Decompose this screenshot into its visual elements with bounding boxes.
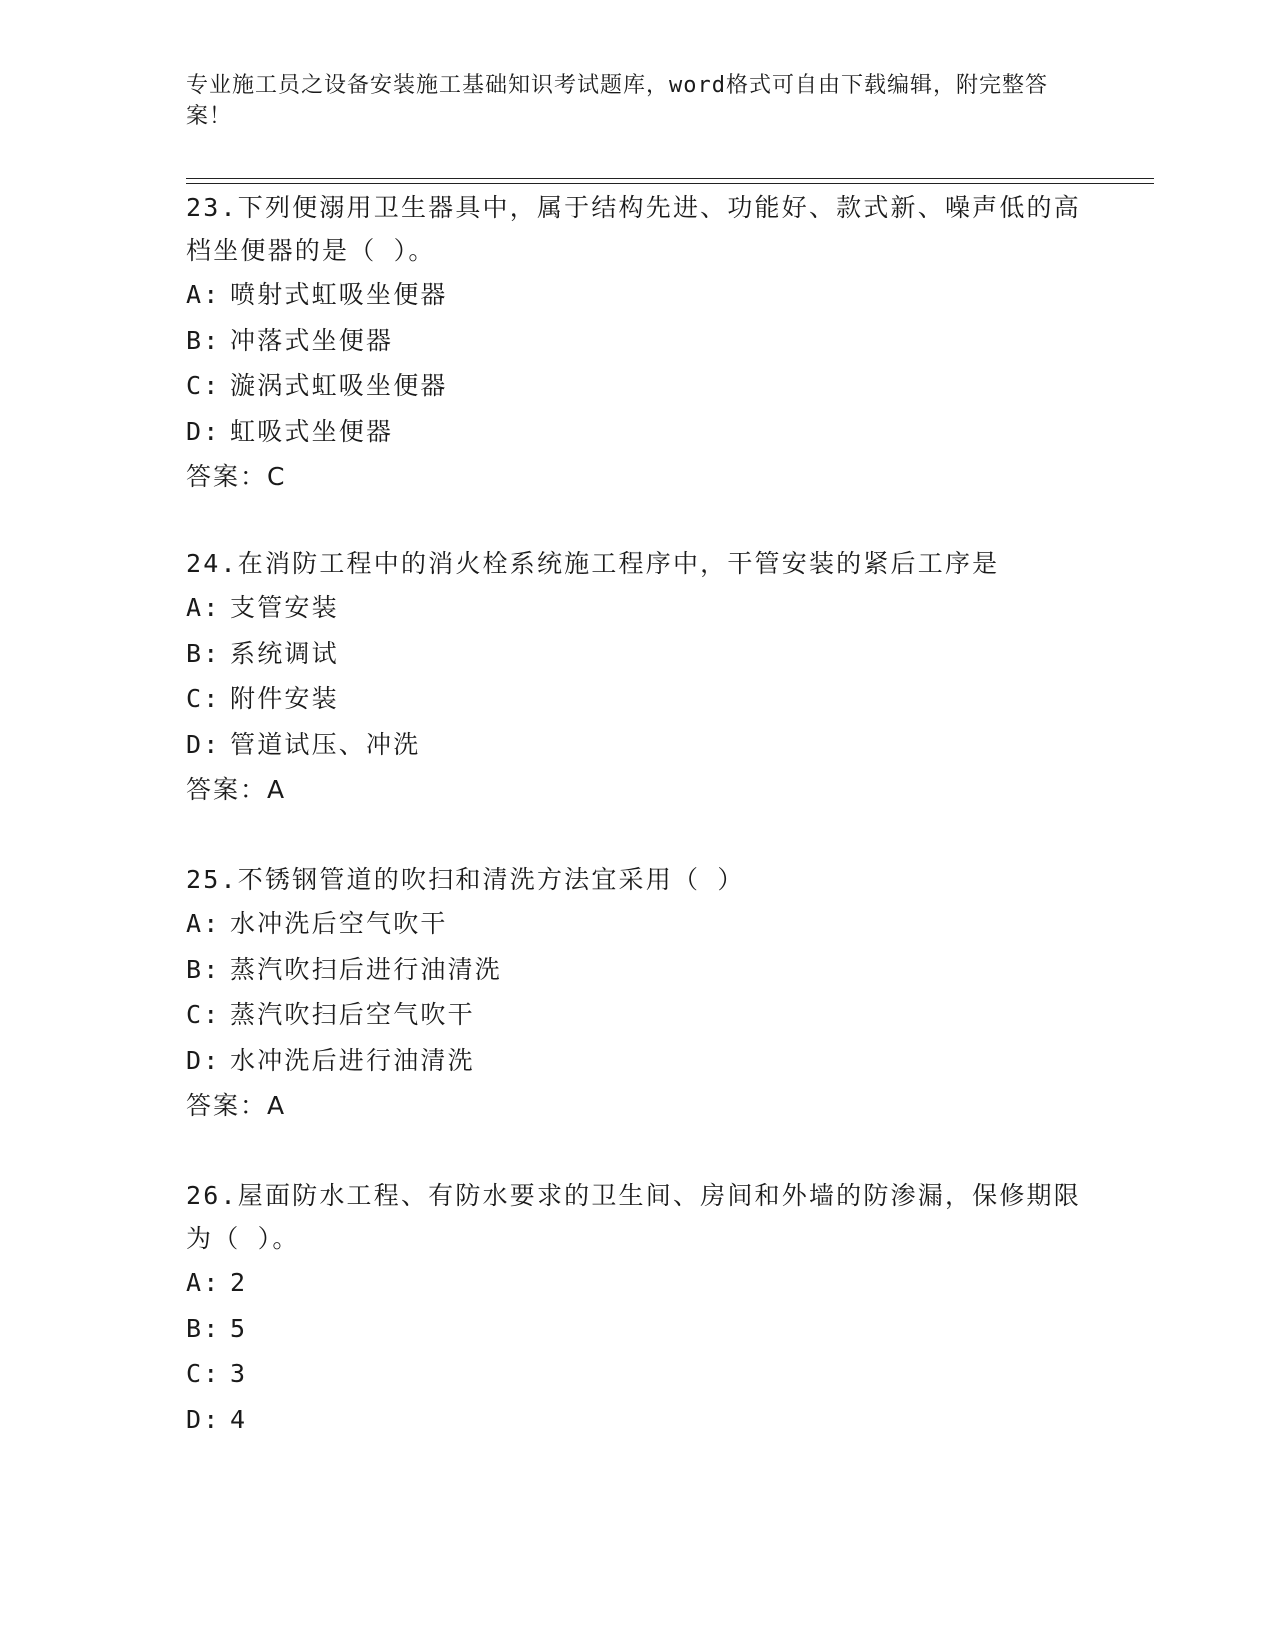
option-text: 冲落式坐便器	[230, 325, 394, 355]
option-c	[186, 676, 1086, 722]
option-text: 系统调试	[230, 638, 339, 668]
answer-value: A	[267, 775, 286, 804]
option-d	[186, 409, 1086, 455]
option-key: C:	[186, 371, 221, 400]
answer-value: A	[267, 1091, 286, 1120]
option-key: B:	[186, 954, 221, 984]
option-b	[186, 1306, 1086, 1352]
option-a	[186, 585, 1086, 631]
option-d	[186, 1397, 1086, 1443]
option-b	[186, 318, 1086, 364]
answer-line	[186, 1083, 1086, 1129]
option-text: 2	[230, 1268, 248, 1297]
option-a	[186, 1260, 1086, 1306]
option-key: C:	[186, 1000, 221, 1029]
option-key: A:	[186, 1268, 221, 1297]
header-rule-top	[186, 178, 1154, 179]
option-key: D:	[186, 416, 221, 446]
answer-line	[186, 767, 1086, 813]
option-c	[186, 992, 1086, 1038]
option-c	[186, 363, 1086, 409]
option-key: C:	[186, 684, 221, 713]
option-d	[186, 1038, 1086, 1084]
option-text: 支管安装	[230, 593, 339, 622]
option-a	[186, 272, 1086, 318]
question-stem: 25.不锈钢管道的吹扫和清洗方法宜采用（ ）	[186, 865, 745, 894]
answer-label: 答案：	[186, 1091, 268, 1120]
option-d	[186, 722, 1086, 768]
option-b	[186, 947, 1086, 993]
option-text: 水冲洗后进行油清洗	[230, 1045, 475, 1075]
answer-label: 答案：	[186, 462, 268, 491]
option-text: 附件安装	[230, 684, 339, 713]
option-key: B:	[186, 1313, 221, 1343]
question-26	[186, 1174, 1086, 1442]
option-text: 蒸汽吹扫后空气吹干	[230, 1000, 475, 1029]
option-text: 5	[230, 1313, 248, 1343]
question-25	[186, 858, 1086, 1129]
option-key: B:	[186, 325, 221, 355]
question-23	[186, 186, 1086, 500]
option-text: 水冲洗后空气吹干	[230, 909, 448, 938]
question-24	[186, 542, 1086, 813]
option-key: B:	[186, 638, 221, 668]
header-rule-bottom	[186, 183, 1154, 184]
option-text: 管道试压、冲洗	[230, 729, 421, 759]
document-header: 专业施工员之设备安装施工基础知识考试题库，word格式可自由下载编辑，附完整答案！	[186, 73, 1048, 129]
option-key: D:	[186, 1404, 221, 1434]
option-key: A:	[186, 280, 221, 309]
option-b	[186, 631, 1086, 677]
option-text: 3	[230, 1359, 248, 1388]
option-text: 蒸汽吹扫后进行油清洗	[230, 954, 503, 984]
option-text: 4	[230, 1404, 248, 1434]
question-stem: 24.在消防工程中的消火栓系统施工程序中，干管安装的紧后工序是	[186, 549, 1000, 578]
option-c	[186, 1351, 1086, 1397]
option-text: 喷射式虹吸坐便器	[230, 280, 448, 309]
option-key: C:	[186, 1359, 221, 1388]
option-text: 漩涡式虹吸坐便器	[230, 371, 448, 400]
option-key: A:	[186, 593, 221, 622]
option-key: D:	[186, 729, 221, 759]
option-text: 虹吸式坐便器	[230, 416, 394, 446]
question-stem: 23.下列便溺用卫生器具中，属于结构先进、功能好、款式新、噪声低的高档坐便器的是（ ）。	[186, 193, 1081, 265]
answer-value: C	[267, 462, 286, 491]
option-key: D:	[186, 1045, 221, 1075]
option-a	[186, 901, 1086, 947]
answer-label: 答案：	[186, 775, 268, 804]
question-stem: 26.屋面防水工程、有防水要求的卫生间、房间和外墙的防渗漏，保修期限为（ ）。	[186, 1181, 1081, 1253]
option-key: A:	[186, 909, 221, 938]
answer-line	[186, 454, 1086, 500]
